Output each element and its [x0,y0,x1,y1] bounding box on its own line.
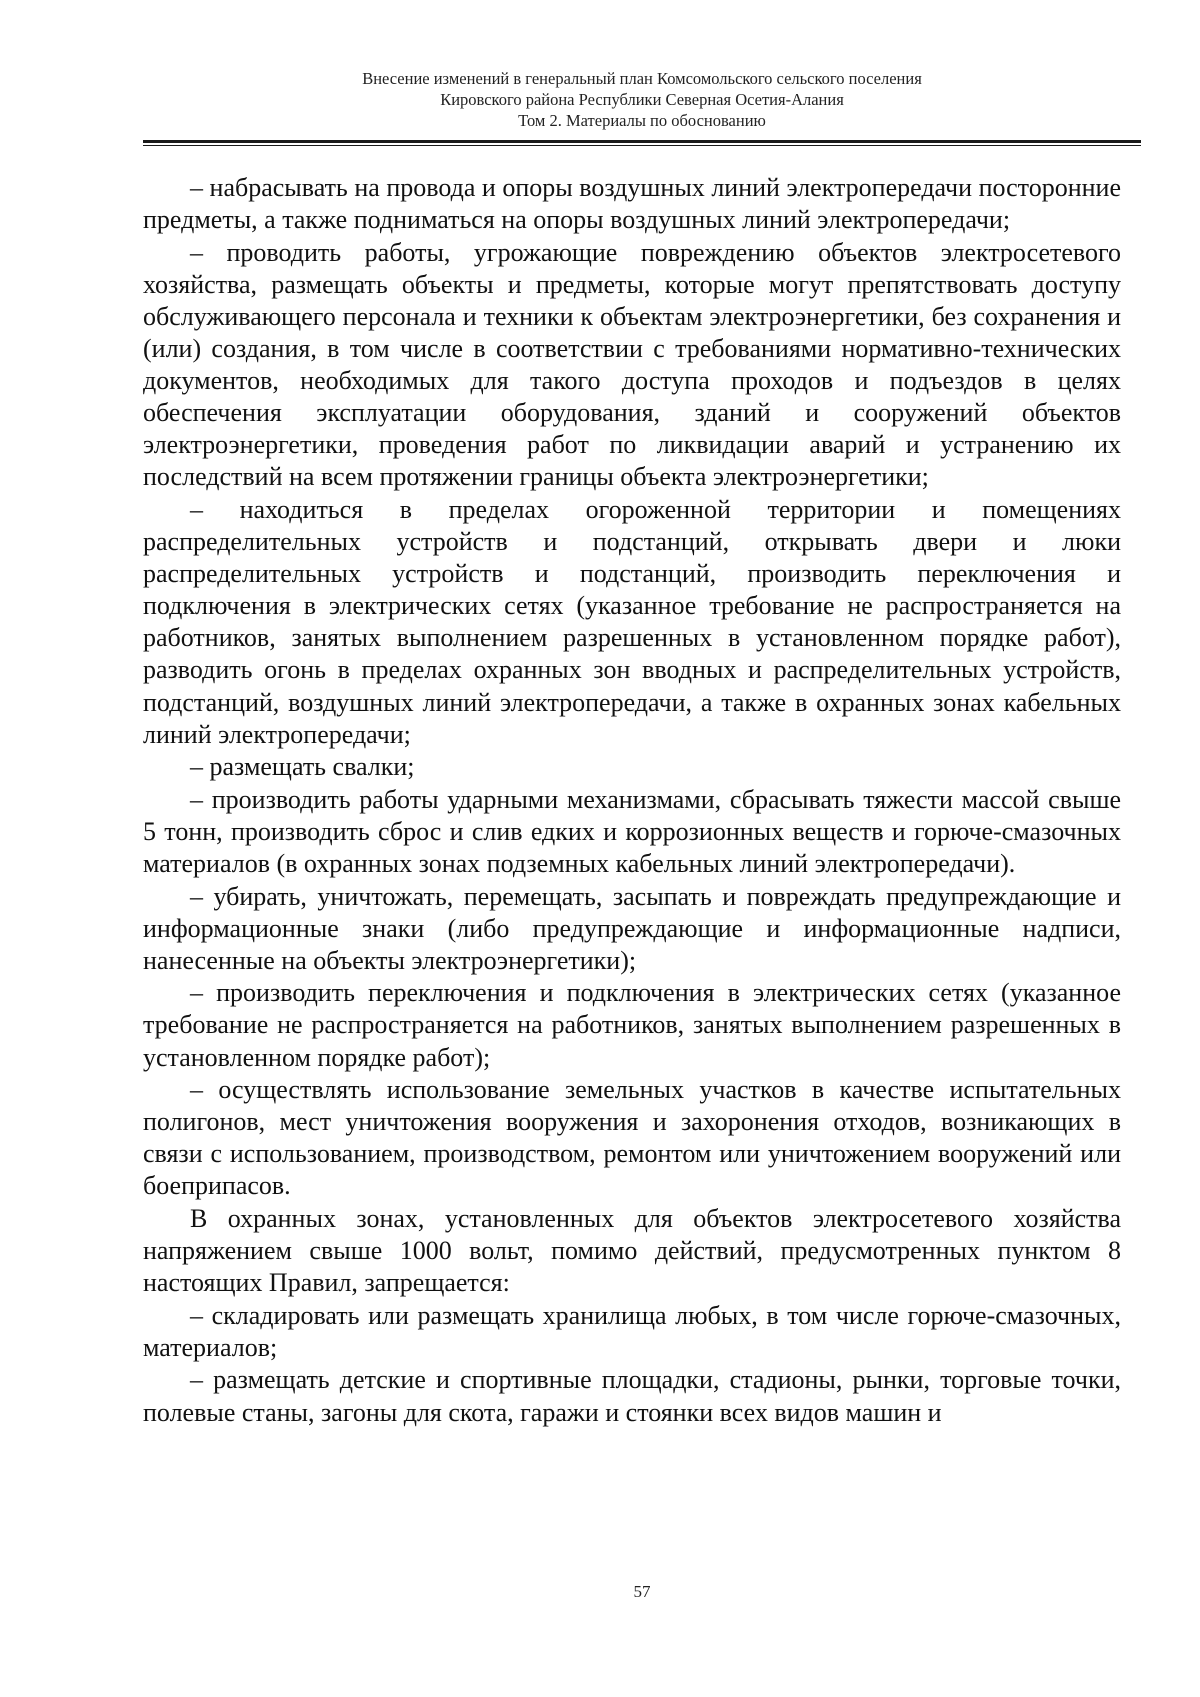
page-header [143,68,1141,131]
header-divider-thick [143,140,1141,143]
paragraph: – осуществлять использование земельных участков в качестве испытательных полигонов, мест уничтожения вооружения и захоронения отходов, возникающих в связи с использованием, производством, ремонтом или уничтожением вооружений или боеприпасов. [143,1075,1121,1201]
paragraph: В охранных зонах, установленных для объектов электросетевого хозяйства напряжением свыше 1000 вольт, помимо действий, предусмотренных пунктом 8 настоящих Правил, запрещается: [143,1204,1121,1298]
header-line-1: Внесение изменений в генеральный план Комсомольского сельского поселения [362,69,922,88]
paragraph: – складировать или размещать хранилища любых, в том числе горюче-смазочных, материалов; [143,1300,1121,1362]
page-number: 57 [633,1582,651,1601]
header-divider [143,140,1141,147]
paragraph: – находиться в пределах огороженной территории и помещениях распределительных устройств и подстанций, открывать двери и люки распределительных устройств и подстанций, производить переключения и подключения в электрических сетях (указанное требование не распространяется на работников, занятых выполнением разрешенных в установленном порядке работ), разводить огонь в пределах охранных зон вводных и распределительных устройств, подстанций, воздушных линий электропередачи, а также в охранных зонах кабельных линий электропередачи; [143,494,1121,749]
paragraph: – размещать детские и спортивные площадки, стадионы, рынки, торговые точки, полевые станы, загоны для скота, гаражи и стоянки всех видов машин и [143,1365,1121,1427]
document-body [143,172,1121,1429]
header-line-2: Кировского района Республики Северная Осетия-Алания [440,90,844,109]
header-divider-thin [143,145,1141,146]
paragraph: – размещать свалки; [190,752,415,782]
header-line-3: Том 2. Материалы по обоснованию [518,111,766,130]
paragraph: – проводить работы, угрожающие повреждению объектов электросетевого хозяйства, размещать объекты и предметы, которые могут препятствовать доступу обслуживающего персонала и техники к объектам электроэнергетики, без сохранения и (или) создания, в том числе в соответствии с требованиями нормативно-технических документов, необходимых для такого доступа проходов и подъездов в целях обеспечения эксплуатации оборудования, зданий и сооружений объектов электроэнергетики, проведения работ по ликвидации аварий и устранению их последствий на всем протяжении границы объекта электроэнергетики; [143,237,1121,492]
paragraph: – набрасывать на провода и опоры воздушных линий электропередачи посторонние предметы, а также подниматься на опоры воздушных линий электропередачи; [143,173,1121,235]
paragraph: – производить работы ударными механизмами, сбрасывать тяжести массой свыше 5 тонн, производить сброс и слив едких и коррозионных веществ и горюче-смазочных материалов (в охранных зонах подземных кабельных линий электропередачи). [143,784,1121,878]
paragraph: – производить переключения и подключения в электрических сетях (указанное требование не распространяется на работников, занятых выполнением разрешенных в установленном порядке работ); [143,978,1121,1072]
paragraph: – убирать, уничтожать, перемещать, засыпать и повреждать предупреждающие и информационные знаки (либо предупреждающие и информационные надписи, нанесенные на объекты электроэнергетики); [143,881,1121,975]
